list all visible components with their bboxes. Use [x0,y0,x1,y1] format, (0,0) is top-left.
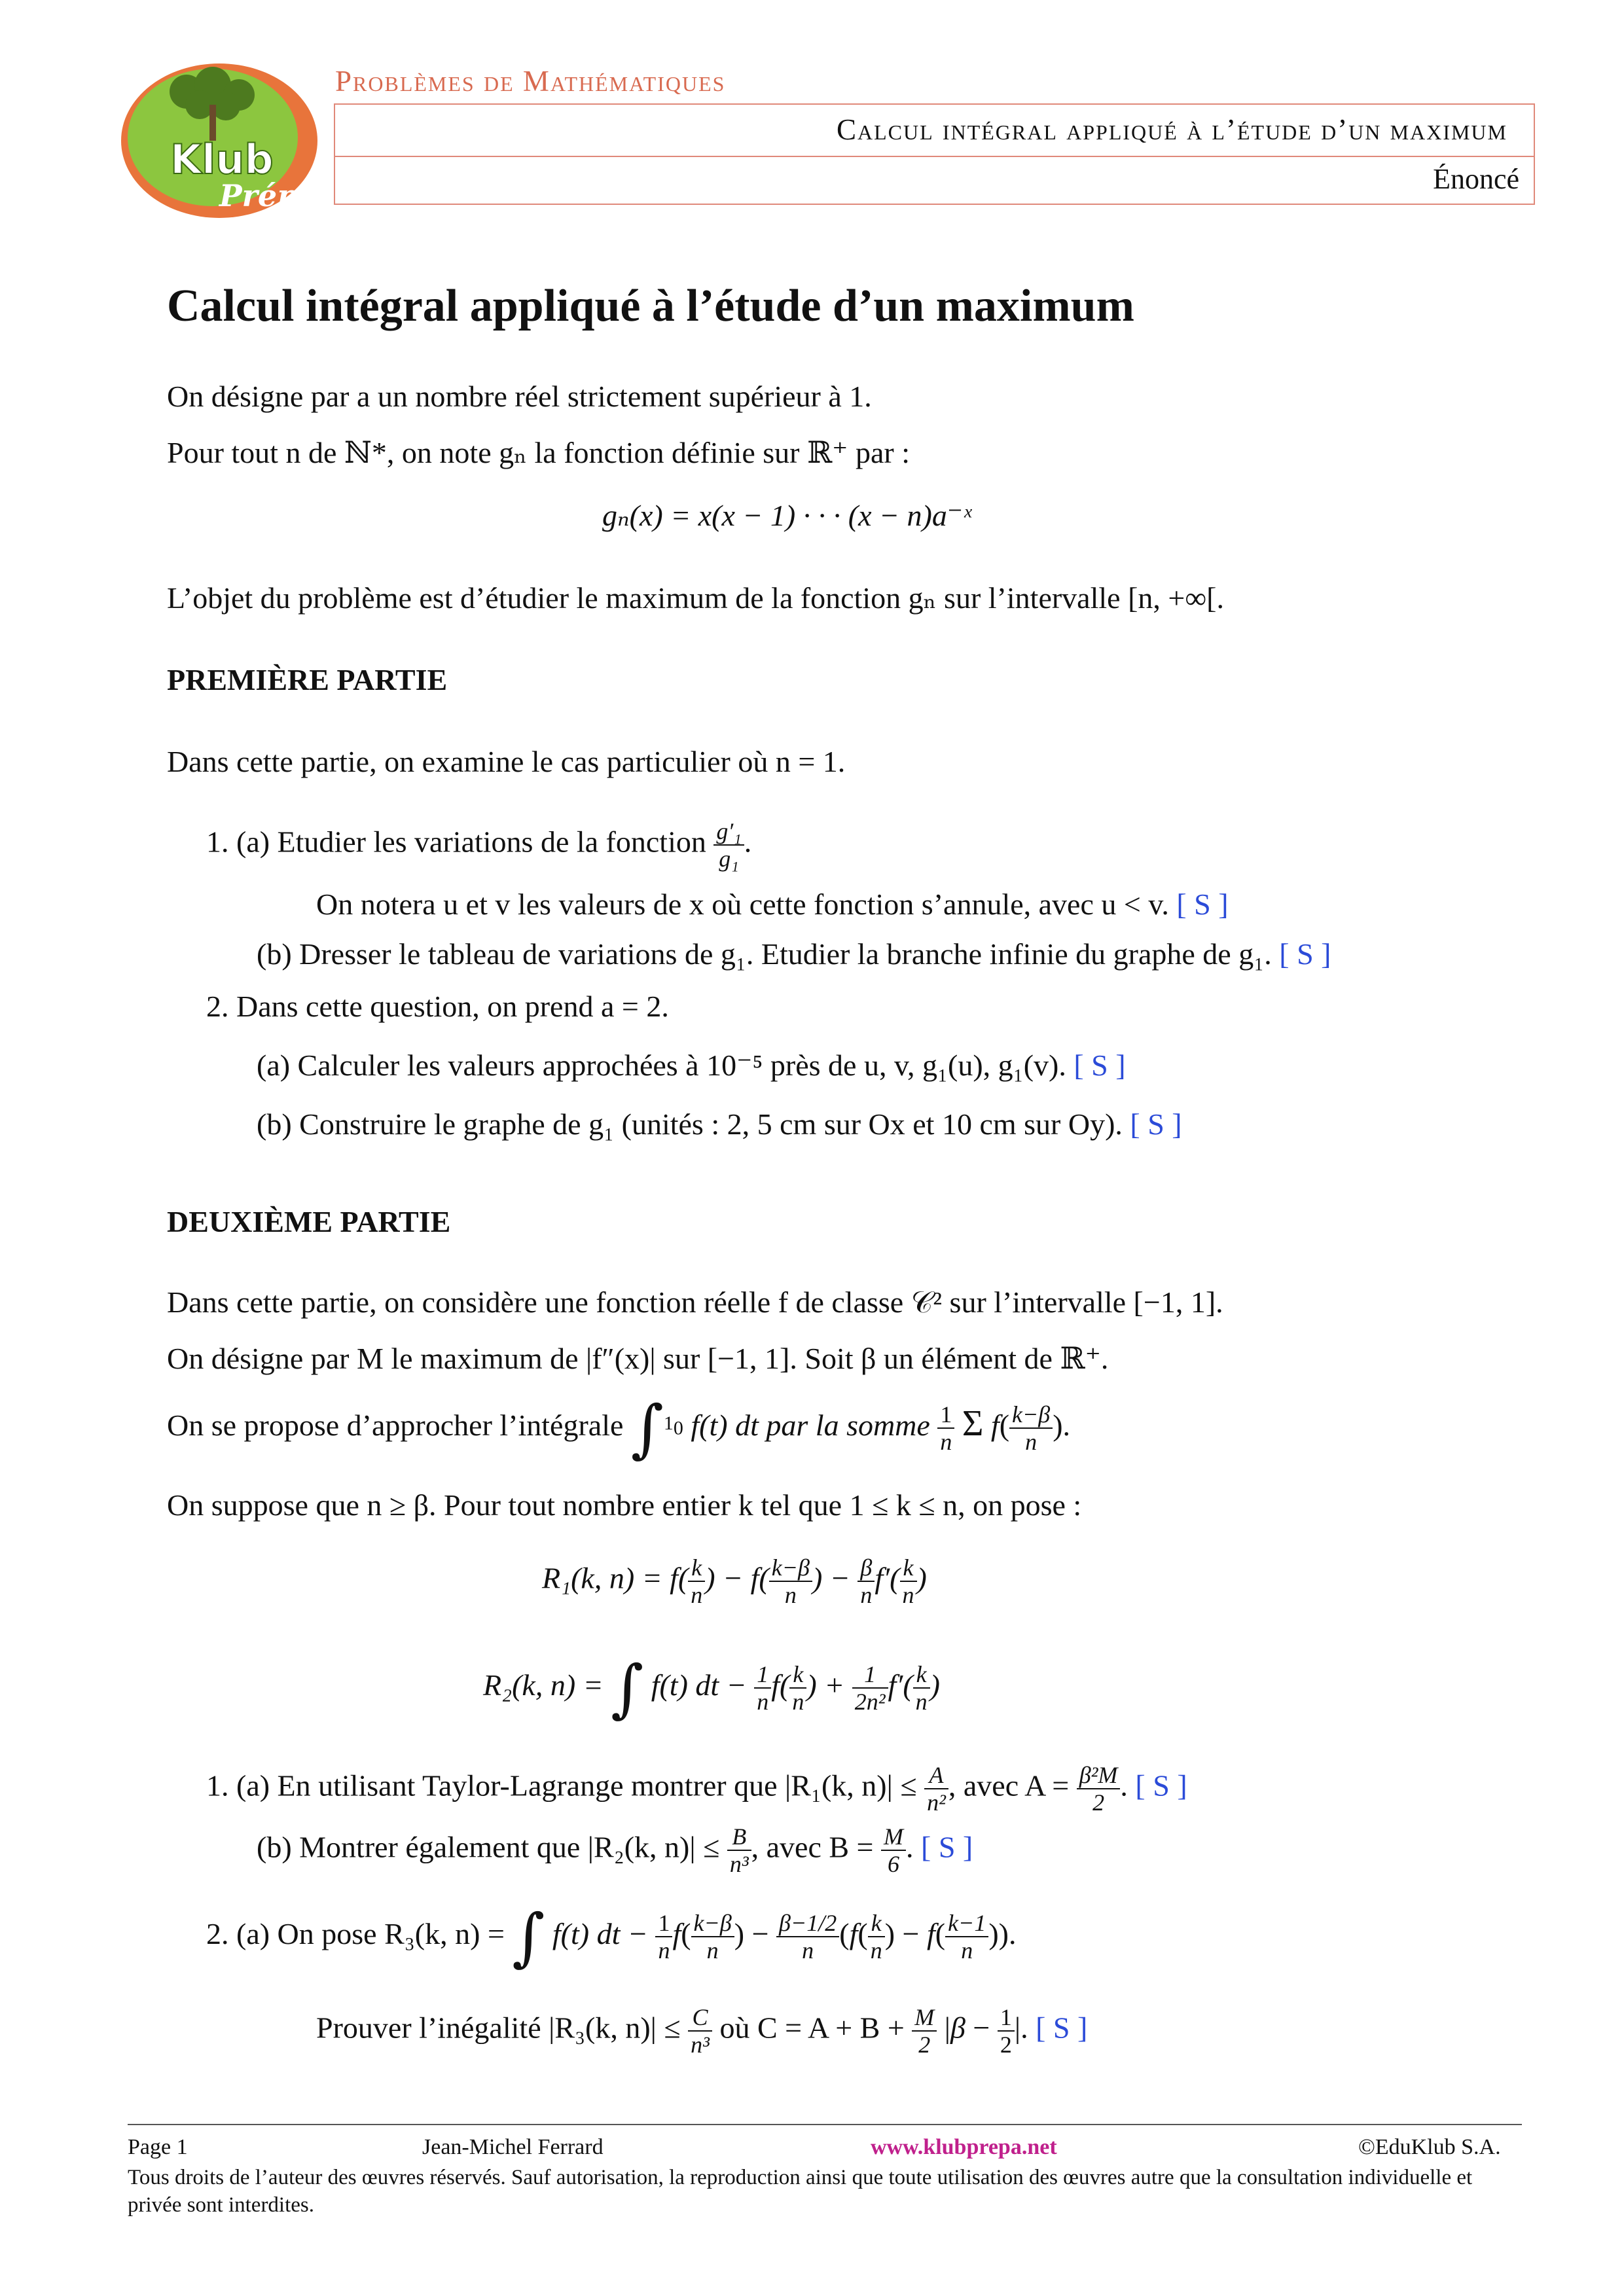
part2-intro-1: Dans cette partie, on considère une fonction réelle f de classe 𝒞² sur l’intervalle [−1, 1]. [167,1285,1223,1319]
p2-q2a-line2: Prouver l’inégalité |R₃(k, n)| ≤ $\frac{C}{\text{n³}}$ où C = A + B + $\frac{M}{2}$ |β − $\frac{1}{2}$ |. [ S ] [316,2004,1088,2058]
part2-intro-3: On se propose d’approcher l’intégrale ∫$^1$0 f(t) dt par la somme $\frac{1}{n}$ Σ f( $\frac{k-\beta}{n}$ ). [167,1391,1071,1465]
footer-notice: Tous droits de l’auteur des œuvres réservés. Sauf autorisation, la reproduction ainsi que toute utilisation des œuvres autre que la consultation individuelle et privée sont interdites. [128,2166,1473,2217]
svg-text:Klub: Klub [170,135,274,183]
solution-link[interactable]: [ S ] [1176,888,1229,921]
p1-q2a: (a) Calculer les valeurs approchées à 10⁻⁵ près de u, v, g₁(u), g₁(v). [ S ] [257,1049,1126,1082]
p2-q2a: 2. (a) On pose R₃(k, n) = ∫ f(t) dt − $\frac{1}{n}$ f( $\frac{k-\beta}{n}$ ) − $\frac{\beta-1/2}{n}$ (f( $\frac{k}{n}$ ) − f( $\frac{k-1}{n}$ )). [206,1900,1017,1974]
footer-website-link[interactable]: www.klubprepa.net [871,2135,1057,2159]
header-title: Calcul intégral appliqué à l’étude d’un maximum [837,113,1507,146]
part2-heading: DEUXIÈME PARTIE [167,1205,451,1238]
footer-divider [128,2124,1522,2125]
p1-q2: 2. Dans cette question, on prend a = 2. [206,990,669,1023]
intro-line-3: L’objet du problème est d’étudier le maximum de la fonction gₙ sur l’intervalle [n, +∞[. [167,581,1224,615]
footer-page: Page 1 [128,2135,188,2159]
r2-equation: R₂(k, n) = ∫ f(t) dt − $\frac{1}{n}$ f( $\frac{k}{n}$ ) + $\frac{1}{\text{2n²}}$ f′( $\frac{k}{n}$ ) [483,1651,940,1725]
svg-text:Prépa: Prépa [219,178,317,213]
solution-link[interactable]: [ S ] [1074,1049,1126,1082]
fraction-g1prime-g1: $\frac{\text{g′₁}}{\text{g₁}}$ [713,818,744,872]
header-divider [335,156,1534,157]
solution-link[interactable]: [ S ] [921,1830,973,1864]
p1-q1a: 1. (a) Etudier les variations de la fonction $\frac{\text{g′₁}}{\text{g₁}}$ . [206,818,752,872]
p2-q1a: 1. (a) En utilisant Taylor-Lagrange montrer que |R₁(k, n)| ≤ $\frac{A}{\text{n²}}$ , avec A = $\frac{\text{β²M}}{2}$ . [ S ] [206,1762,1187,1816]
footer-author: Jean-Michel Ferrard [422,2135,604,2159]
footer-copyright: ©EduKlub S.A. [1358,2135,1501,2159]
intro-line-2: Pour tout n de ℕ*, on note gₙ la fonction définie sur ℝ⁺ par : [167,436,910,469]
part2-intro-2: On désigne par M le maximum de |f″(x)| sur [−1, 1]. Soit β un élément de ℝ⁺. [167,1342,1109,1375]
part1-heading: PREMIÈRE PARTIE [167,663,448,696]
klubprepa-logo [115,59,317,223]
intro-equation: gₙ(x) = x(x − 1) · · · (x − n)a⁻ˣ [602,499,972,532]
part1-intro: Dans cette partie, on examine le cas particulier où n = 1. [167,745,846,778]
header-box [334,103,1535,205]
r1-equation: R₁(k, n) = f( $\frac{k}{n}$ ) − f( $\frac{k-\beta}{n}$ ) − $\frac{\beta}{n}$ f′( $\frac{k}{n}$ ) [542,1554,927,1608]
p1-q1a-line2: On notera u et v les valeurs de x où cette fonction s’annule, avec u < v. [ S ] [316,888,1229,921]
solution-link[interactable]: [ S ] [1130,1107,1182,1141]
part2-intro-4: On suppose que n ≥ β. Pour tout nombre entier k tel que 1 ≤ k ≤ n, on pose : [167,1488,1082,1522]
series-title: Problèmes de Mathématiques [335,65,726,98]
document-title: Calcul intégral appliqué à l’étude d’un maximum [167,281,1134,331]
p1-q2b: (b) Construire le graphe de g₁ (unités : 2, 5 cm sur Ox et 10 cm sur Oy). [ S ] [257,1107,1182,1141]
solution-link[interactable]: [ S ] [1036,2011,1088,2045]
solution-link[interactable]: [ S ] [1135,1768,1187,1803]
intro-line-1: On désigne par a un nombre réel strictement supérieur à 1. [167,380,872,413]
p1-q1b: (b) Dresser le tableau de variations de g₁. Etudier la branche infinie du graphe de g₁. [ S ] [257,937,1331,971]
header-subtitle: Énoncé [1433,163,1519,195]
p2-q1b: (b) Montrer également que |R₂(k, n)| ≤ $\frac{B}{\text{n³}}$ , avec B = $\frac{M}{6}$ . [ S ] [257,1823,973,1877]
solution-link[interactable]: [ S ] [1279,937,1331,971]
